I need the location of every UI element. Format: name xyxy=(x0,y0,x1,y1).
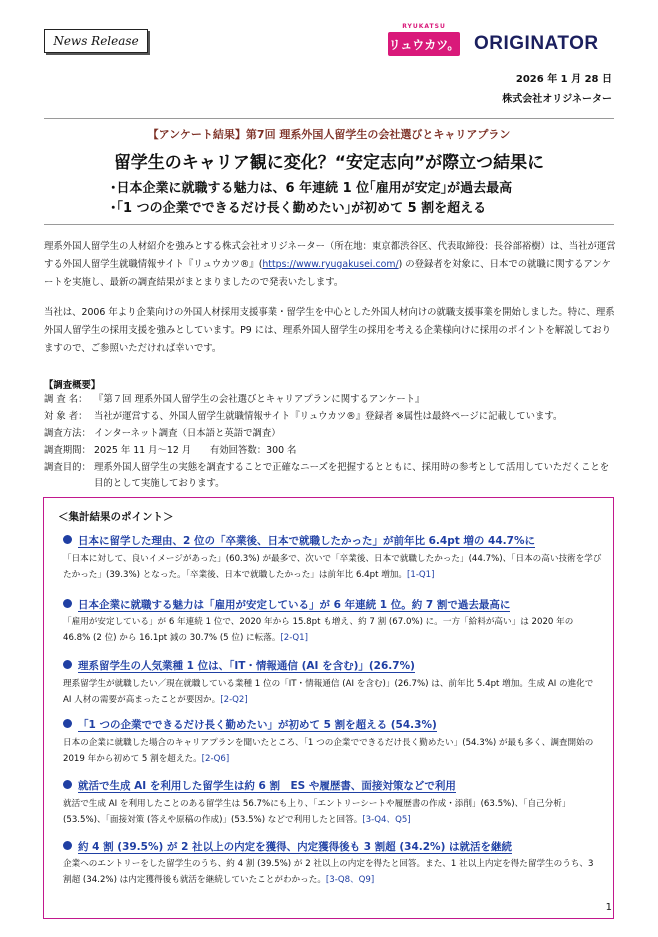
ryuukatsu-logo xyxy=(388,23,460,56)
bullet-dot-icon xyxy=(63,599,72,608)
overview-row xyxy=(44,443,616,459)
point-heading: 「1 つの企業でできるだけ長く勤めたい」が初めて 5 割を超える (54.3%) xyxy=(63,717,437,732)
point-heading: 約 4 割 (39.5%) が 2 社以上の内定を獲得、内定獲得後も 3 割超 (34.2%) は就活を継続 xyxy=(63,839,512,854)
overview-key: 調査方法： xyxy=(44,428,91,439)
point-body: 日本の企業に就職した場合のキャリアプランを聞いたところ、「1 つの企業でできるだけ長く勤めたい」(54.3%) が最も多く、調査開始の 2019 年から初めて 5 割を超えた。[2-Q6] xyxy=(63,738,594,764)
point-heading: 理系留学生の人気業種 1 位は、「IT・情報通信 (AI を含む)」(26.7%) xyxy=(63,658,415,673)
point-reference: [2-Q2] xyxy=(220,695,248,705)
originator-logo-text: ORIGINATOR xyxy=(474,33,599,54)
overview-row xyxy=(44,409,616,425)
point-heading: 日本に留学した理由、2 位の「卒業後、日本で就職したかった」が前年比 6.4pt 増の 44.7%に xyxy=(63,533,535,548)
point-reference: [2-Q1] xyxy=(280,633,308,643)
intro-paragraph-2: 当社は、2006 年より企業向けの外国人材採用支援事業・留学生を中心とした外国人材向けの就職支援事業を開始しました。特に、理系外国人留学生の採用支援を強みとしています。P9 には、理系外国人留学生の採用を考える企業様向けに採用のポイントを解説しておりますので、ご参照いただければ幸いです。 xyxy=(44,307,615,354)
point-body: 就活で生成 AI を利用したことのある留学生は 56.7%にも上り、「エントリーシートや履歴書の作成・添削」(63.5%)、「自己分析」(53.5%)、「面接対策 (答えや原稿の作成)」(53.5%) などで利用したと回答。[3-Q4、Q5] xyxy=(63,799,571,825)
bullet-dot-icon xyxy=(63,780,72,789)
overview-value: 『第７回 理系外国人留学生の会社選びとキャリアプランに関するアンケート』 xyxy=(94,394,425,405)
overview-key: 調 査 名： xyxy=(44,394,88,405)
overview-value: 2025 年 11 月～12 月 有効回答数：300 名 xyxy=(94,445,297,456)
intro-p1-text-end: ) の登録者を対象に、日本での就職に関するアンケートを実施し、最新の調査結果がまとまりましたので発表いたします。 xyxy=(44,259,611,288)
point-body: 理系留学生が就職したい／現在就職している業種 1 位の「IT・情報通信 (AI を含む)」(26.7%) は、前年比 5.4pt 増加。生成 AI の進化で AI 人材の需要が高まったことが要因か。[2-Q2] xyxy=(63,679,594,705)
point-reference: [1-Q1] xyxy=(407,570,435,580)
point-reference: [3-Q4、Q5] xyxy=(362,815,411,825)
overview-key: 対 象 者： xyxy=(44,411,88,422)
point-heading: 日本企業に就職する魅力は「雇用が安定している」が 6 年連続 1 位。約 7 割で過去最高に xyxy=(63,597,510,612)
release-date: 2026 年 1 月 28 日 xyxy=(515,74,612,85)
intro-paragraph-1 xyxy=(44,238,616,292)
headline: 留学生のキャリア観に変化？“安定志向”が際立つ結果に xyxy=(113,153,545,173)
overview-key: 調査期間： xyxy=(44,445,91,456)
point-body: 「日本に対して、良いイメージがあった」(60.3%) が最多で、次いで「卒業後、日本で就職したかった」(44.7%)、「日本の高い技術を学びたかった」(39.3%) となった。「卒業後、日本で就職したかった」は前年比 6.4pt 増加。[1-Q1] xyxy=(63,554,602,580)
overview-key: 調査目的： xyxy=(44,462,91,473)
bullet-dot-icon xyxy=(63,660,72,669)
company-name: 株式会社オリジネーター xyxy=(502,94,612,105)
overview-row xyxy=(44,460,616,492)
news-release-label: News Release xyxy=(44,29,148,53)
headline-bullet-2: ･｢1 つの企業でできるだけ長く勤めたい｣が初めて 5 割を超える xyxy=(110,201,487,216)
originator-logo xyxy=(474,32,599,56)
headline-bullet-1: ･日本企業に就職する魅力は、6 年連続 1 位｢雇用が安定｣が過去最高 xyxy=(110,181,513,196)
page-number: 1 xyxy=(605,902,612,913)
title-top-rule xyxy=(44,118,614,119)
bullet-dot-icon xyxy=(63,841,72,850)
intro-p1-text: 理系外国人留学生の人材紹介を強みとする株式会社オリジネーター（所在地：東京都渋谷区、代表取締役：長谷部裕樹）は、当社が運営する外国人留学生就職情報サイト『リュウカツ®』( xyxy=(44,241,616,270)
overview-heading: 【調査概要】 xyxy=(44,380,101,391)
ryuukatsu-logo-text: リュウカツ。 xyxy=(388,38,460,52)
point-body: 「雇用が安定している」が 6 年連続 1 位で、2020 年から 15.8pt も増え、約 7 割 (67.0%) に。一方「給料が高い」は 2020 年の 46.8% (2 位) から 16.1pt 減の 30.7% (5 位) に転落。[2-Q1] xyxy=(63,617,574,643)
overview-value: 理系外国人留学生の実態を調査することで正確なニーズを把握するとともに、採用時の参考として活用していただくことを目的として実施しております。 xyxy=(94,462,610,489)
point-heading: 就活で生成 AI を利用した留学生は約 6 割 ES や履歴書、面接対策などで利用 xyxy=(63,778,456,793)
point-body: 企業へのエントリーをした留学生のうち、約 4 割 (39.5%) が 2 社以上の内定を得たと回答。また、1 社以上内定を得た留学生のうち、3 割超 (34.2%) は内定獲得後も就活を継続していたことがわかった。[3-Q8、Q9] xyxy=(63,859,594,885)
overview-value: インターネット調査（日本語と英語で調査） xyxy=(94,428,281,439)
overview-row xyxy=(44,392,616,408)
overview-row xyxy=(44,426,616,442)
title-bottom-rule xyxy=(44,224,614,225)
point-reference: [2-Q6] xyxy=(201,754,230,764)
bullet-dot-icon xyxy=(63,719,72,728)
key-points-title: ＜集計結果のポイント＞ xyxy=(58,511,174,523)
bullet-dot-icon xyxy=(63,535,72,544)
ryuukatsu-logo-sub: RYUKATSU xyxy=(402,23,446,30)
survey-title: 【アンケート結果】第7回 理系外国人留学生の会社選びとキャリアプラン xyxy=(147,128,511,141)
overview-value: 当社が運営する、外国人留学生就職情報サイト『リュウカツ®』登録者 ※属性は最終ページに記載しています。 xyxy=(94,411,563,422)
ryugakusei-link[interactable]: https://www.ryugakusei.com/ xyxy=(262,259,399,270)
point-reference: [3-Q8、Q9] xyxy=(325,875,375,885)
